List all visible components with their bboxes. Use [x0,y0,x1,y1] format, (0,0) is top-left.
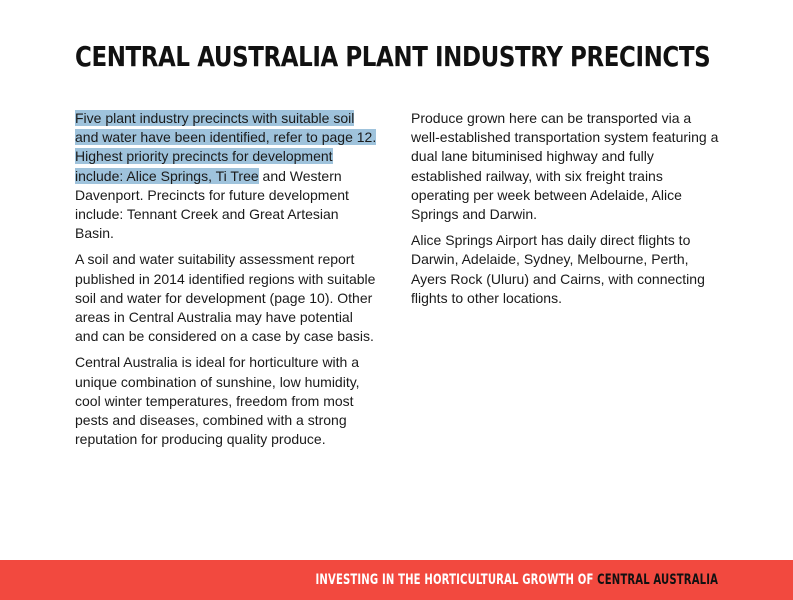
left-column [75,109,380,456]
footer-band [0,560,793,600]
page-title: CENTRAL AUSTRALIA PLANT INDUSTRY PRECINCTS [75,40,711,73]
footer-tagline-white: INVESTING IN THE HORTICULTURAL GROWTH OF [315,572,598,588]
paragraph-airport[interactable]: Alice Springs Airport has daily direct flights to Darwin, Adelaide, Sydney, Melbourne, Perth, Ayers Rock (Uluru) and Cairns, with connecting flights to other locations. [411,232,705,306]
paragraph-precincts[interactable] [75,109,380,243]
paragraph-transport[interactable]: Produce grown here can be transported via a well-established transportation system featuring a dual lane bituminised highway and fully established railway, with six freight trains operating per week between Adelaide, Alice Springs and Darwin. [411,110,719,223]
right-column [411,109,723,315]
paragraph-soil-water[interactable]: A soil and water suitability assessment report published in 2014 identified regions with suitable soil and water for development (page 10). Other areas in Central Australia may have potential and can be considered on a case by case basis. [75,251,376,345]
paragraph-horticulture[interactable]: Central Australia is ideal for horticulture with a unique combination of sunshine, low humidity, cool winter temperatures, freedom from most pests and diseases, combined with a strong reputation for producing quality produce. [75,354,360,448]
footer-tagline [315,572,718,588]
footer-tagline-black: CENTRAL AUSTRALIA [597,572,718,588]
selected-text[interactable]: Five plant industry precincts with suitable soil and water have been identified, refer to page 12. Highest priority precincts for development include: Alice Springs, Ti Tree [75,110,377,184]
paragraph-text: and Western Davenport. Precincts for future development include: Tennant Creek and Great Artesian Basin. [75,167,349,242]
